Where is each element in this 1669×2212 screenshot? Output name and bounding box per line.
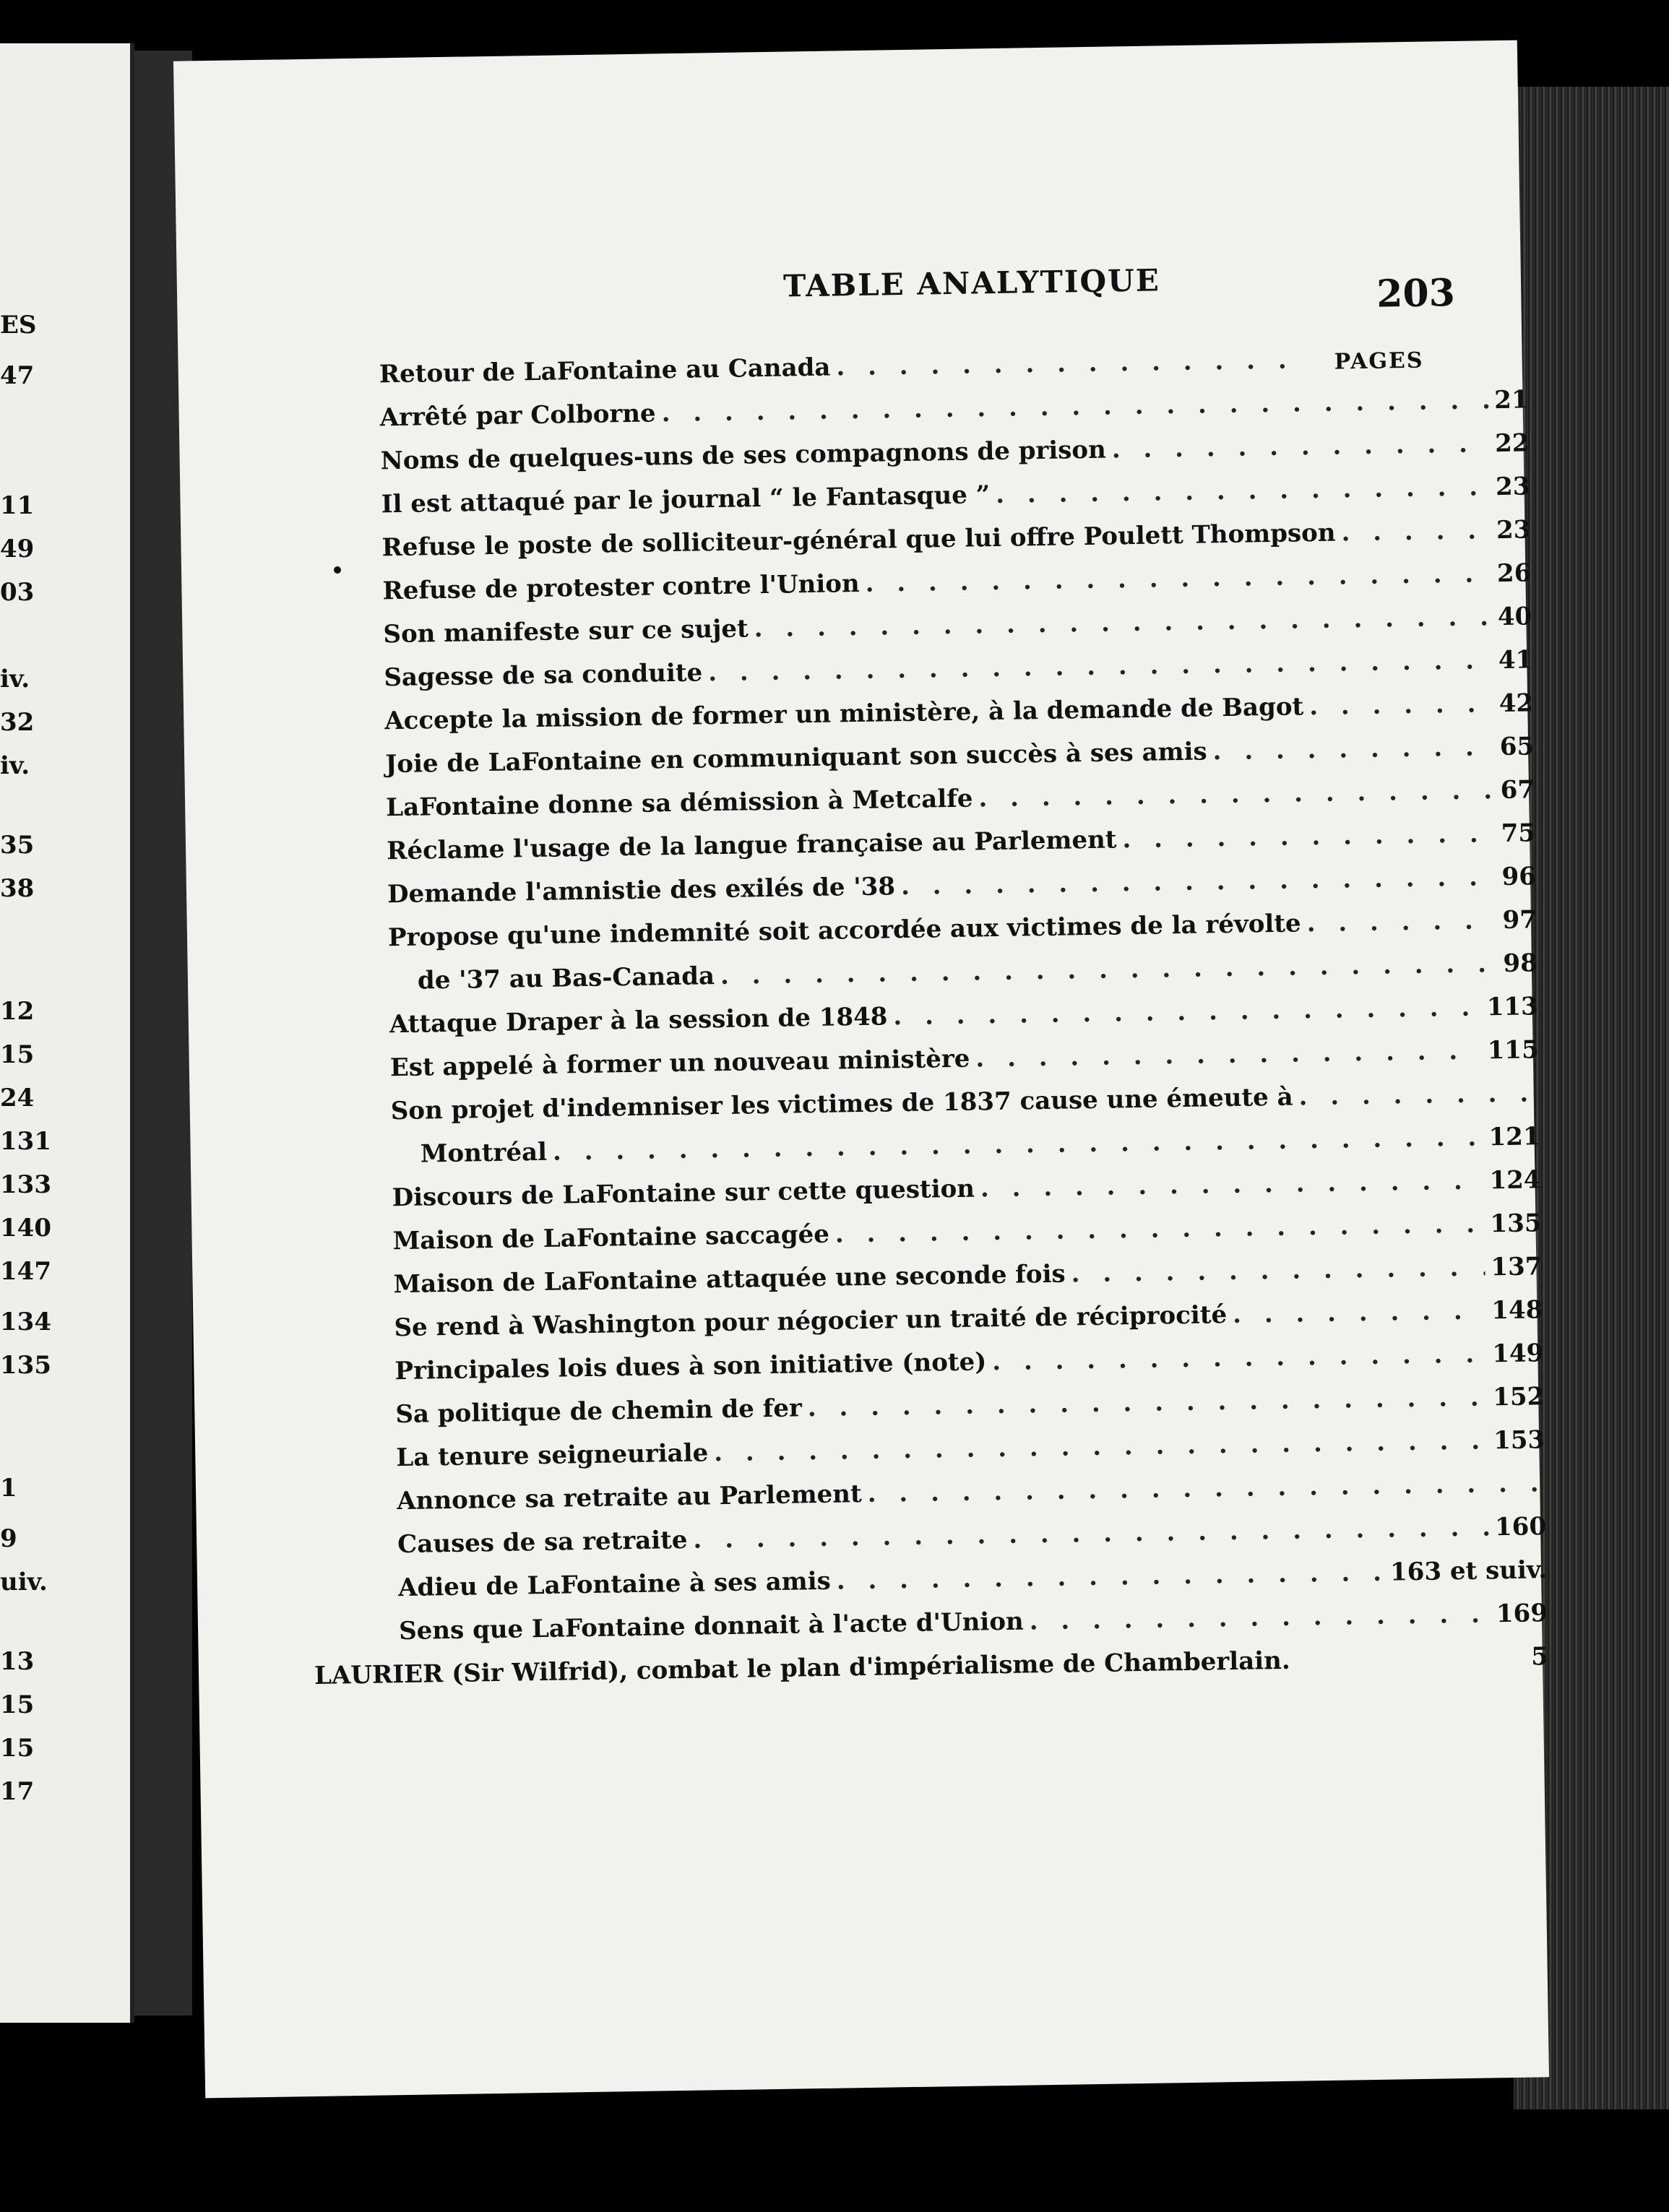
toc-entry xyxy=(386,775,1535,822)
toc-entry xyxy=(393,1252,1542,1299)
left-page-number: 49 xyxy=(0,535,35,563)
toc-entry-text: LaFontaine donne sa démission à Metcalfe xyxy=(385,784,973,823)
toc-entry-text: Maison de LaFontaine saccagée xyxy=(392,1219,830,1256)
leader-dots xyxy=(714,1426,1488,1467)
toc-entry-text: Noms de quelques-uns de ses compagnons de prison xyxy=(380,435,1107,476)
toc-entry-page: 137 xyxy=(1491,1252,1543,1282)
toc-entry-text: Son projet d'indemniser les victimes de 1837 cause une émeute à xyxy=(390,1082,1293,1126)
toc-entry-page: 152 xyxy=(1492,1382,1545,1412)
left-page-number: 03 xyxy=(0,578,35,607)
toc-entry-text: de '37 au Bas-Canada xyxy=(417,962,715,995)
toc-entry-text: Principales lois dues à son initiative (note) xyxy=(394,1347,987,1386)
left-page-number: 1 xyxy=(0,1474,17,1503)
toc-entry xyxy=(385,732,1534,779)
page-header-title: TABLE ANALYTIQUE xyxy=(782,262,1161,304)
toc-entry-page: 22 xyxy=(1494,428,1530,459)
leader-dots xyxy=(867,1469,1540,1508)
left-page-number: 11 xyxy=(0,491,35,520)
toc-entry-page: 113 xyxy=(1486,992,1539,1022)
toc-entry xyxy=(392,1209,1541,1256)
toc-entry-page: 40 xyxy=(1497,602,1532,632)
left-page-number: iv. xyxy=(0,751,30,780)
toc-entry-page: 169 xyxy=(1496,1599,1548,1629)
toc-entry-text: Retour de LaFontaine au Canada xyxy=(379,353,831,389)
toc-entry xyxy=(382,558,1531,605)
left-page-number: 13 xyxy=(0,1647,35,1676)
toc-entry-page: 121 xyxy=(1488,1122,1540,1152)
toc-entry-page: 124 xyxy=(1489,1165,1541,1196)
toc-entry-text: Son manifeste sur ce sujet xyxy=(383,614,749,649)
toc-entry-page: 41 xyxy=(1498,645,1533,675)
toc-entry-text: Est appelé à former un nouveau ministère xyxy=(389,1044,970,1083)
leader-dots xyxy=(992,1339,1487,1376)
toc-entry-page: 5 xyxy=(1530,1642,1549,1672)
leader-dots xyxy=(661,386,1488,428)
toc-entry-page: 115 xyxy=(1487,1035,1540,1066)
left-page-number: 134 xyxy=(0,1308,51,1336)
toc-entry-text: Causes de sa retraite xyxy=(397,1525,688,1560)
leader-dots xyxy=(980,1166,1484,1203)
left-page-number: 47 xyxy=(0,361,35,390)
left-page-number: 35 xyxy=(0,831,35,860)
toc-entry-text: Sagesse de sa conduite xyxy=(384,658,703,693)
toc-entry xyxy=(381,515,1530,562)
toc-entry xyxy=(384,688,1533,735)
toc-entry xyxy=(418,949,1538,995)
left-page-number: iv. xyxy=(0,665,30,694)
toc-entry-text: Joie de LaFontaine en communiquant son succès à ses amis xyxy=(384,737,1207,779)
toc-entry-page: 23 xyxy=(1495,472,1530,502)
toc-entry-text: Sens que LaFontaine donnait à l'acte d'Union xyxy=(398,1607,1025,1646)
toc-entry-text: La tenure seigneuriale xyxy=(396,1438,709,1473)
left-page-fragment xyxy=(0,43,134,2023)
toc-entry-text: Montréal xyxy=(420,1137,548,1169)
leader-dots xyxy=(901,863,1496,901)
pages-column-label: PAGES xyxy=(1334,347,1424,375)
leader-dots xyxy=(865,559,1491,598)
toc-entry-page: 21 xyxy=(1493,385,1529,415)
table-of-contents xyxy=(173,40,1549,2099)
toc-entry-page: 148 xyxy=(1491,1295,1543,1326)
leader-dots xyxy=(1029,1599,1491,1636)
toc-entry-page: 163 et suiv. xyxy=(1389,1555,1548,1587)
left-page-number: uiv. xyxy=(0,1568,48,1597)
toc-entry xyxy=(392,1165,1540,1212)
toc-entry xyxy=(397,1512,1546,1559)
leader-dots xyxy=(1071,1253,1485,1288)
toc-entry-text: Sa politique de chemin de fer xyxy=(395,1394,803,1430)
leader-dots xyxy=(720,949,1498,990)
toc-entry-page: 98 xyxy=(1503,949,1538,979)
toc-entry-text: Refuse le poste de solliciteur-général que lui offre Poulett Thompson xyxy=(381,518,1336,563)
toc-entry xyxy=(394,1339,1543,1386)
toc-entry-text: Propose qu'une indemnité soit accordée aux victimes de la révolte xyxy=(387,909,1301,953)
toc-entry-text: Attaque Draper à la session de 1848 xyxy=(389,1002,888,1040)
toc-entry xyxy=(379,385,1528,432)
toc-entry xyxy=(394,1295,1543,1342)
toc-entry xyxy=(420,1122,1540,1168)
leader-dots xyxy=(1122,819,1496,854)
toc-entry-text: Se rend à Washington pour négocier un traité de réciprocité xyxy=(394,1300,1228,1343)
left-page-number: 15 xyxy=(0,1734,35,1763)
left-page-number: 15 xyxy=(0,1690,35,1719)
toc-entry-page: 26 xyxy=(1496,558,1532,589)
leader-dots xyxy=(693,1513,1489,1554)
toc-entry-text: Arrêté par Colborne xyxy=(379,399,656,433)
toc-entry-text: Accepte la mission de former un ministère, à la demande de Bagot xyxy=(384,692,1304,736)
left-page-number: 12 xyxy=(0,997,35,1026)
leader-dots xyxy=(978,776,1495,813)
left-page-number: 135 xyxy=(0,1351,51,1380)
toc-entry-text: Réclame l'usage de la langue française au Parlement xyxy=(386,825,1117,866)
leader-dots xyxy=(1309,689,1493,721)
left-page-number: 38 xyxy=(0,874,35,903)
leader-dots xyxy=(893,993,1481,1032)
left-page-number: 32 xyxy=(0,708,35,737)
toc-entry xyxy=(399,1599,1548,1646)
toc-entry-page: 42 xyxy=(1498,688,1534,719)
toc-entry-text: Maison de LaFontaine attaquée une seconde fois xyxy=(393,1259,1066,1300)
left-page-number: 17 xyxy=(0,1777,35,1806)
toc-entry xyxy=(390,1035,1539,1082)
toc-entry xyxy=(384,645,1532,692)
toc-entry xyxy=(387,818,1535,865)
left-page-number: ES xyxy=(0,311,37,340)
leader-dots xyxy=(835,1209,1485,1248)
toc-entry xyxy=(381,472,1530,519)
left-page-number: 24 xyxy=(0,1084,35,1113)
toc-entry-page: 160 xyxy=(1494,1512,1547,1542)
toc-entry-page: 135 xyxy=(1490,1209,1542,1239)
leader-dots xyxy=(836,1558,1384,1596)
toc-entry-page: 149 xyxy=(1492,1339,1544,1369)
margin-dot-mark xyxy=(334,566,341,574)
toc-entry xyxy=(388,905,1537,952)
toc-entry-text: Discours de LaFontaine sur cette question xyxy=(392,1174,975,1213)
left-page-number: 147 xyxy=(0,1257,51,1286)
toc-entry-text: Demande l'amnistie des exilés de '38 xyxy=(387,872,896,910)
toc-entry-page: 67 xyxy=(1500,775,1535,805)
leader-dots xyxy=(808,1383,1488,1422)
toc-entry-page: 96 xyxy=(1501,862,1537,892)
toc-entry xyxy=(383,602,1532,649)
toc-entry-text: Il est attaqué par le journal “ le Fantasque ” xyxy=(381,480,991,519)
leader-dots xyxy=(553,1123,1483,1166)
toc-entry-laurier xyxy=(314,1642,1548,1690)
leader-dots xyxy=(1212,733,1494,766)
leader-dots xyxy=(708,646,1493,687)
left-page-number: 9 xyxy=(0,1524,17,1553)
left-page-number: 15 xyxy=(0,1040,35,1069)
leader-dots xyxy=(1298,1079,1534,1111)
right-page xyxy=(173,40,1549,2099)
toc-entry xyxy=(380,428,1529,475)
leader-dots xyxy=(1306,906,1497,938)
page-number: 203 xyxy=(1376,270,1456,316)
toc-entry xyxy=(391,1079,1540,1126)
toc-entry-text: LAURIER (Sir Wilfrid), combat le plan d'impérialisme de Chamberlain. xyxy=(314,1646,1290,1690)
toc-entry xyxy=(395,1382,1544,1429)
toc-entry xyxy=(398,1555,1547,1602)
leader-dots xyxy=(1111,429,1489,464)
left-page-number: 133 xyxy=(0,1170,51,1199)
toc-entry-page: 97 xyxy=(1502,905,1538,936)
leader-dots xyxy=(1233,1296,1486,1329)
leader-dots xyxy=(996,472,1491,509)
toc-entry-page: 23 xyxy=(1496,515,1531,545)
leader-dots xyxy=(975,1037,1482,1073)
toc-entry-text: Refuse de protester contre l'Union xyxy=(382,569,860,606)
toc-entry xyxy=(396,1425,1545,1472)
toc-entry-page: 75 xyxy=(1501,818,1536,849)
toc-entry-page: 153 xyxy=(1493,1425,1545,1456)
toc-entry xyxy=(397,1469,1545,1516)
toc-entry-page: 65 xyxy=(1499,732,1535,762)
toc-entry xyxy=(389,992,1538,1039)
toc-entry xyxy=(379,345,1311,389)
toc-entry-text: Adieu de LaFontaine à ses amis xyxy=(397,1566,832,1603)
leader-dots xyxy=(754,602,1492,643)
left-page-number: 131 xyxy=(0,1127,51,1156)
toc-entry-text: Annonce sa retraite au Parlement xyxy=(397,1479,863,1516)
toc-entry xyxy=(387,862,1536,909)
leader-dots xyxy=(836,345,1306,381)
leader-dots xyxy=(1341,516,1491,547)
left-page-number: 140 xyxy=(0,1214,51,1243)
